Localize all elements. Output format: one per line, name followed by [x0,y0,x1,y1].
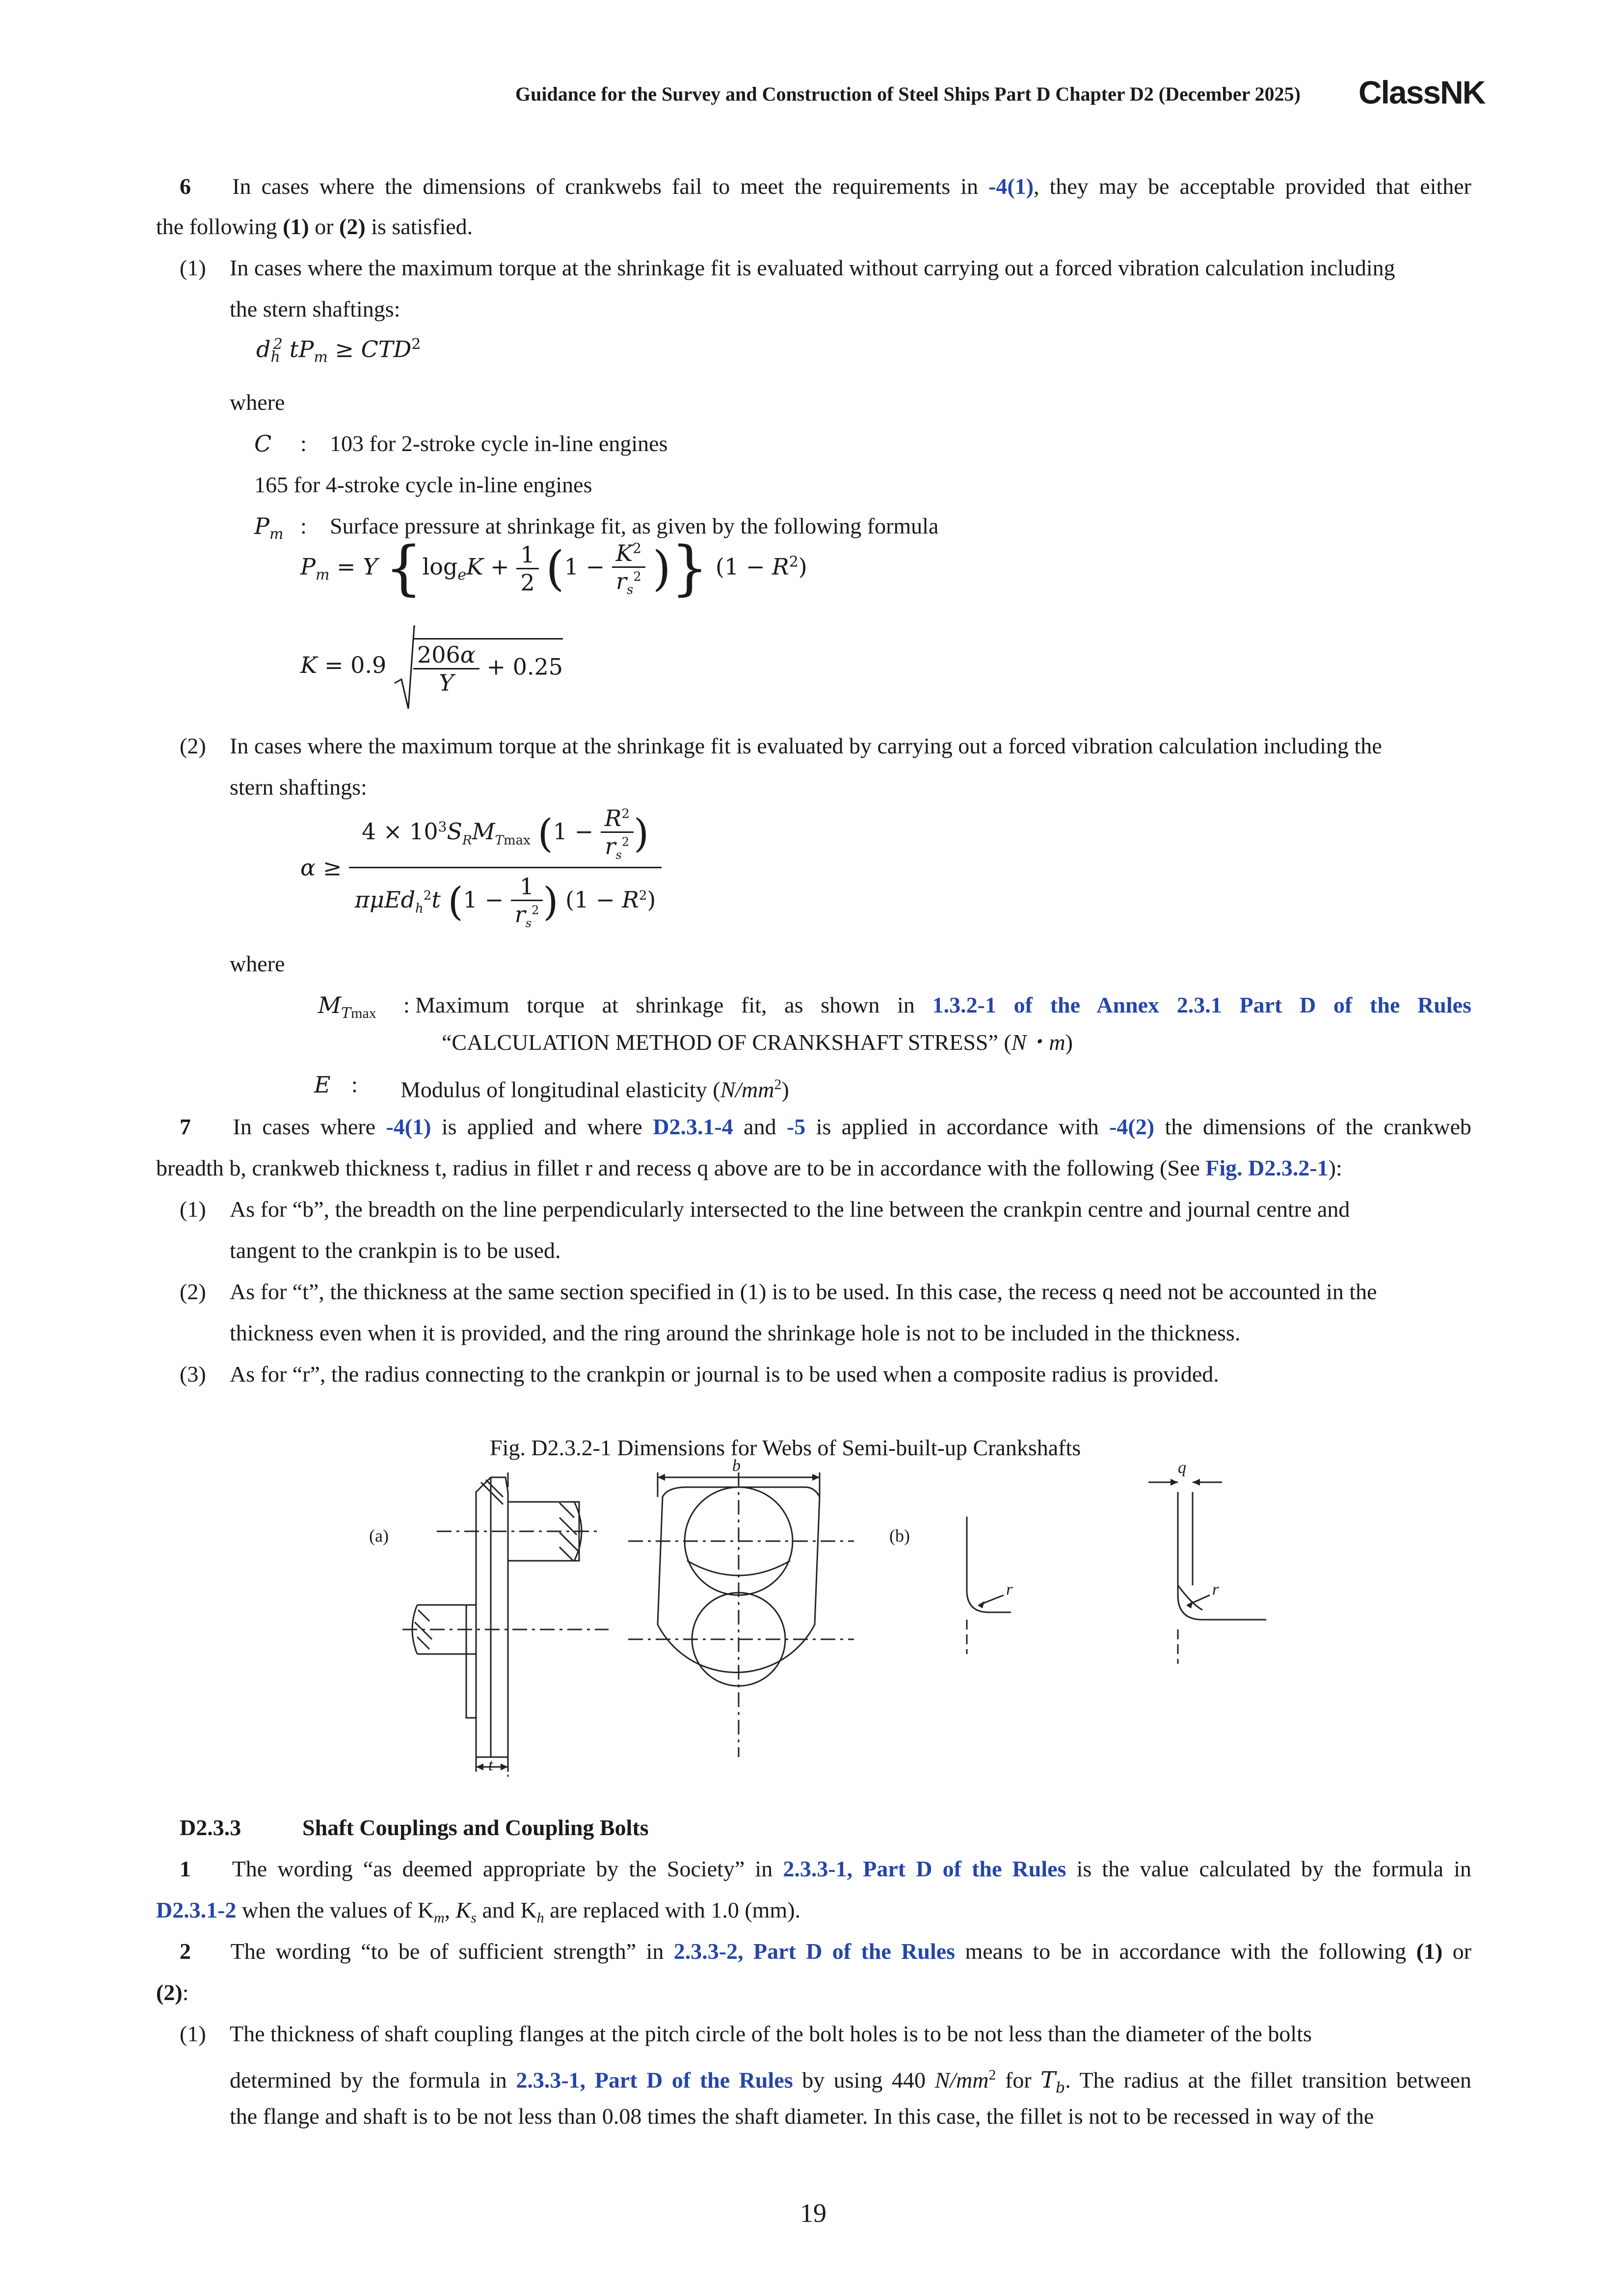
dim-b-label: b [732,1457,741,1475]
mt-symbol: $M_{Tmax}$ [318,992,376,1022]
link-5[interactable]: -5 [786,1114,806,1139]
item-2-line2: stern shaftings: [230,774,367,800]
formula-k: K = 0.9 $\frac{206\alpha}{Y}$ + 0.25 [300,638,563,696]
e-definition: Modulus of longitudinal elasticity $(N/mm^2)$ [400,1076,789,1102]
link-2-3-3-1[interactable]: 2.3.3-1, Part D of the Rules [783,1856,1066,1881]
para-7-number: 7 [180,1114,191,1139]
dim-r1-label: r [1006,1580,1013,1599]
formula-alpha: α ≥ $4 \times 10^3S_RM_{Tmax}$ (1 − $\frac{R^2}{r_s^2}$ ) πμEd$_h^2$t (1 − $\frac{1}{r_s^2}$ ) $(1 - R^2)$ [300,805,662,930]
link-2-3-3-2[interactable]: 2.3.3-2, Part D of the Rules [673,1939,956,1964]
para-7-item-1-line1: As for “b”, the breadth on the line perpendicularly intersected to the line between the crankpin centre and journal centre and [230,1197,1350,1222]
para-7-line1: 7 In cases where -4(1) is applied and where D2.3.1-4 and -5 is applied in accordance with -4(2) the dimensions of the crankweb [156,1106,1471,1148]
para-6-line2: the following (1) or (2) is satisfied. [156,214,473,239]
d233-item-1-number: (1) [180,2021,206,2046]
figure-caption: Fig. D2.3.2-1 Dimensions for Webs of Semi-built-up Crankshafts [490,1435,1081,1460]
link-d2-3-1-2[interactable]: D2.3.1-2 [156,1897,237,1922]
d233-item-1-line2: determined by the formula in 2.3.3-1, Part D of the Rules by using 440 $N/mm^2$ for $T_b$. The radius at the fillet transition between [230,2066,1472,2097]
para-7-item-1-number: (1) [180,1197,206,1222]
para-6-number: 6 [180,174,191,199]
item-2-where: where [230,951,285,976]
link-4-1[interactable]: -4(1) [988,174,1034,199]
running-header: Guidance for the Survey and Construction of Steel Ships Part D Chapter D2 (December 2025) [515,83,1301,105]
c-definition-1: 103 for 2-stroke cycle in-line engines [330,431,668,456]
dim-r2-label: r [1212,1580,1219,1599]
formula-1: $d_h^2$ $tP_m \ge CTD^2$ [256,336,421,366]
link-4-1-b[interactable]: -4(1) [386,1114,431,1139]
para-7-item-2-number: (2) [180,1279,206,1304]
link-2-3-3-1-b[interactable]: 2.3.3-1, Part D of the Rules [516,2067,793,2093]
item-2-line1: In cases where the maximum torque at the shrinkage fit is evaluated by carrying out a forced vibration calculation including the [230,733,1382,758]
pm-definition: Surface pressure at shrinkage fit, as given by the following formula [330,513,939,538]
c-symbol: C [254,430,272,457]
para-6-line1: 6 In cases where the dimensions of crankwebs fail to meet the requirements in -4(1), they may be acceptable provided that either [156,166,1471,207]
link-4-2[interactable]: -4(2) [1109,1114,1155,1139]
d233-para-2-line1: 2 The wording “to be of sufficient strength” in 2.3.3-2, Part D of the Rules means to be in accordance with the following (1) or [156,1931,1471,1972]
classnk-logo: ClassNK [1358,74,1485,110]
dim-q-label: q [1178,1459,1186,1477]
para-7-item-2-line2: thickness even when it is provided, and the ring around the shrinkage hole is not to be included in the thickness. [230,1320,1241,1345]
mt-definition-line2: “CALCULATION METHOD OF CRANKSHAFT STRESS” (N・m) [442,1030,1073,1055]
figure-label-b: (b) [889,1526,910,1546]
d233-para-1-line2: D2.3.1-2 when the values of $K_m$, $K_s$ and $K_h$ are replaced with 1.0 (mm). [156,1897,801,1926]
d233-item-1-line3: the flange and shaft is to be not less than 0.08 times the shaft diameter. In this case, the fillet is not to be recessed in way of the [230,2104,1374,2129]
para-7-item-3-line1: As for “r”, the radius connecting to the crankpin or journal is to be used when a composite radius is provided. [230,1362,1219,1387]
section-number: D2.3.3 [180,1815,241,1840]
item-2-number: (2) [180,733,206,758]
mt-colon: : [403,992,410,1017]
item-1-line2: the stern shaftings: [230,296,400,321]
pm-symbol: $P_m$ [254,513,284,543]
link-annex-1-3-2-1[interactable]: 1.3.2-1 of the Annex 2.3.1 Part D of the Rules [932,992,1472,1017]
c-definition-2: 165 for 4-stroke cycle in-line engines [254,472,592,497]
d233-item-1-line1: The thickness of shaft coupling flanges at the pitch circle of the bolt holes is to be not less than the diameter of the bolts [230,2021,1312,2046]
para-7-item-2-line1: As for “t”, the thickness at the same section specified in (1) is to be used. In this case, the recess q need not be accounted in the [230,1279,1377,1304]
link-fig-d2-3-2-1[interactable]: Fig. D2.3.2-1 [1205,1155,1329,1180]
item-1-number: (1) [180,255,206,280]
para-7-line2: breadth b, crankweb thickness t, radius in fillet r and recess q above are to be in accordance with the following (See Fig. D2.3.2-1): [156,1155,1342,1180]
d233-para-2-line2: (2): [156,1980,189,2005]
item-1-line1: In cases where the maximum torque at the shrinkage fit is evaluated without carrying out a forced vibration calculation including [230,255,1395,280]
d233-para-1-line1: 1 The wording “as deemed appropriate by the Society” in 2.3.3-1, Part D of the Rules is the value calculated by the formula in [156,1848,1471,1890]
e-symbol: E [314,1071,331,1098]
mt-definition-line1: Maximum torque at shrinkage fit, as shown in 1.3.2-1 of the Annex 2.3.1 Part D of the Rules [415,992,1472,1017]
item-1-where: where [230,390,285,415]
c-colon: : [300,431,307,456]
figure-crankweb-dimensions [344,1457,1276,1787]
e-colon: : [351,1072,358,1097]
d233-para-2-number: 2 [180,1939,191,1964]
dim-t-label: t [488,1756,493,1774]
figure-drawing [344,1463,1276,1787]
d233-para-1-number: 1 [180,1856,191,1881]
para-7-item-1-line2: tangent to the crankpin is to be used. [230,1238,561,1263]
formula-pm: $P_m = Y$ {$\log_eK$ + $\frac{1}{2}$ (1 − $\frac{K^2}{r_s^2}$ )} $(1 - R^2)$ [300,534,807,603]
section-title: Shaft Couplings and Coupling Bolts [302,1815,649,1840]
para-7-item-3-number: (3) [180,1362,206,1387]
link-d2-3-1-4[interactable]: D2.3.1-4 [653,1114,733,1139]
figure-label-a: (a) [369,1526,389,1546]
pm-colon: : [300,513,307,538]
page-number: 19 [800,2198,826,2228]
